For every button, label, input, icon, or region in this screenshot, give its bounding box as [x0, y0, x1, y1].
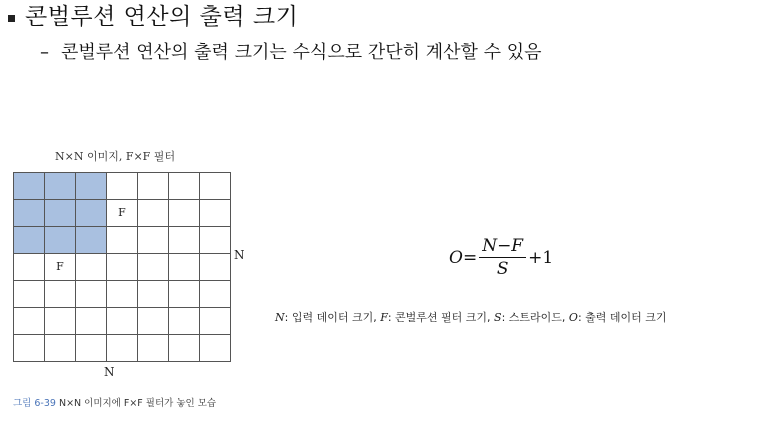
image-grid	[13, 172, 231, 362]
filter-cell	[45, 200, 76, 227]
dash-icon: –	[40, 42, 49, 63]
heading-text: 콘벌루션 연산의 출력 크기	[25, 4, 299, 30]
subpoint-text: 콘벌루션 연산의 출력 크기는 수식으로 간단히 계산할 수 있음	[61, 42, 542, 63]
legend-symbol: S	[494, 311, 502, 324]
grid-cell	[45, 335, 76, 362]
filter-cell	[76, 227, 107, 254]
grid-cell	[107, 173, 138, 200]
grid-cell	[14, 308, 45, 335]
formula-numerator: N−F	[479, 237, 526, 258]
grid-cell	[45, 308, 76, 335]
grid-cell	[200, 227, 231, 254]
grid-cell	[76, 308, 107, 335]
grid-cell	[107, 227, 138, 254]
grid-cell	[169, 200, 200, 227]
legend-desc: : 스트라이드,	[501, 311, 569, 324]
grid-cell	[138, 281, 169, 308]
grid-cell	[45, 281, 76, 308]
grid-cell	[138, 254, 169, 281]
formula-denominator: S	[496, 259, 509, 279]
figure-caption	[13, 395, 216, 409]
filter-cell	[45, 227, 76, 254]
grid-cell	[14, 281, 45, 308]
image-size-label-bottom: N	[104, 365, 115, 379]
grid-cell	[138, 308, 169, 335]
legend-desc: : 입력 데이터 크기,	[284, 311, 381, 324]
subpoint	[40, 41, 541, 65]
legend-symbol: O	[568, 311, 578, 324]
formula-equals: =	[462, 247, 478, 268]
grid-cell	[200, 173, 231, 200]
filter-size-label: F	[56, 260, 64, 273]
formula-fraction	[479, 237, 526, 278]
grid-cell	[107, 281, 138, 308]
grid-cell	[45, 254, 76, 281]
grid-cell	[107, 308, 138, 335]
grid-cell	[169, 254, 200, 281]
legend-desc: : 출력 데이터 크기	[577, 311, 667, 324]
grid-cell	[138, 227, 169, 254]
legend-symbol: N	[275, 311, 285, 324]
grid-cell	[200, 335, 231, 362]
grid-cell	[169, 281, 200, 308]
grid-cell	[169, 227, 200, 254]
filter-cell	[45, 173, 76, 200]
caption-number: 그림 6-39	[13, 398, 56, 409]
image-size-label-right: N	[234, 248, 245, 262]
grid-cell	[200, 200, 231, 227]
figure-title: N×N 이미지, F×F 필터	[55, 150, 176, 163]
grid-cell	[138, 173, 169, 200]
grid-cell	[107, 254, 138, 281]
filter-cell	[14, 227, 45, 254]
grid-cell	[107, 335, 138, 362]
formula-legend	[275, 309, 667, 325]
grid-cell	[76, 335, 107, 362]
grid-cell	[138, 335, 169, 362]
grid-cell	[14, 335, 45, 362]
grid-cell	[107, 200, 138, 227]
formula-tail: +1	[528, 247, 554, 268]
grid-cell	[76, 254, 107, 281]
legend-desc: : 콘벌루션 필터 크기,	[387, 311, 495, 324]
filter-size-label: F	[118, 206, 126, 219]
filter-cell	[76, 173, 107, 200]
grid-cell	[138, 200, 169, 227]
formula-lhs: O	[449, 247, 463, 268]
grid-cell	[76, 281, 107, 308]
filter-cell	[76, 200, 107, 227]
grid-cell	[200, 308, 231, 335]
heading-bullet	[8, 3, 298, 31]
grid-cell	[200, 254, 231, 281]
grid-cell	[169, 308, 200, 335]
bullet-square-icon	[8, 15, 15, 22]
filter-cell	[14, 200, 45, 227]
grid-cell	[200, 281, 231, 308]
grid-cell	[169, 173, 200, 200]
output-size-formula	[449, 237, 553, 278]
grid-cell	[14, 254, 45, 281]
caption-text: N×N 이미지에 F×F 필터가 놓인 모습	[55, 398, 217, 409]
filter-cell	[14, 173, 45, 200]
legend-symbol: F	[380, 311, 388, 324]
grid-cell	[169, 335, 200, 362]
